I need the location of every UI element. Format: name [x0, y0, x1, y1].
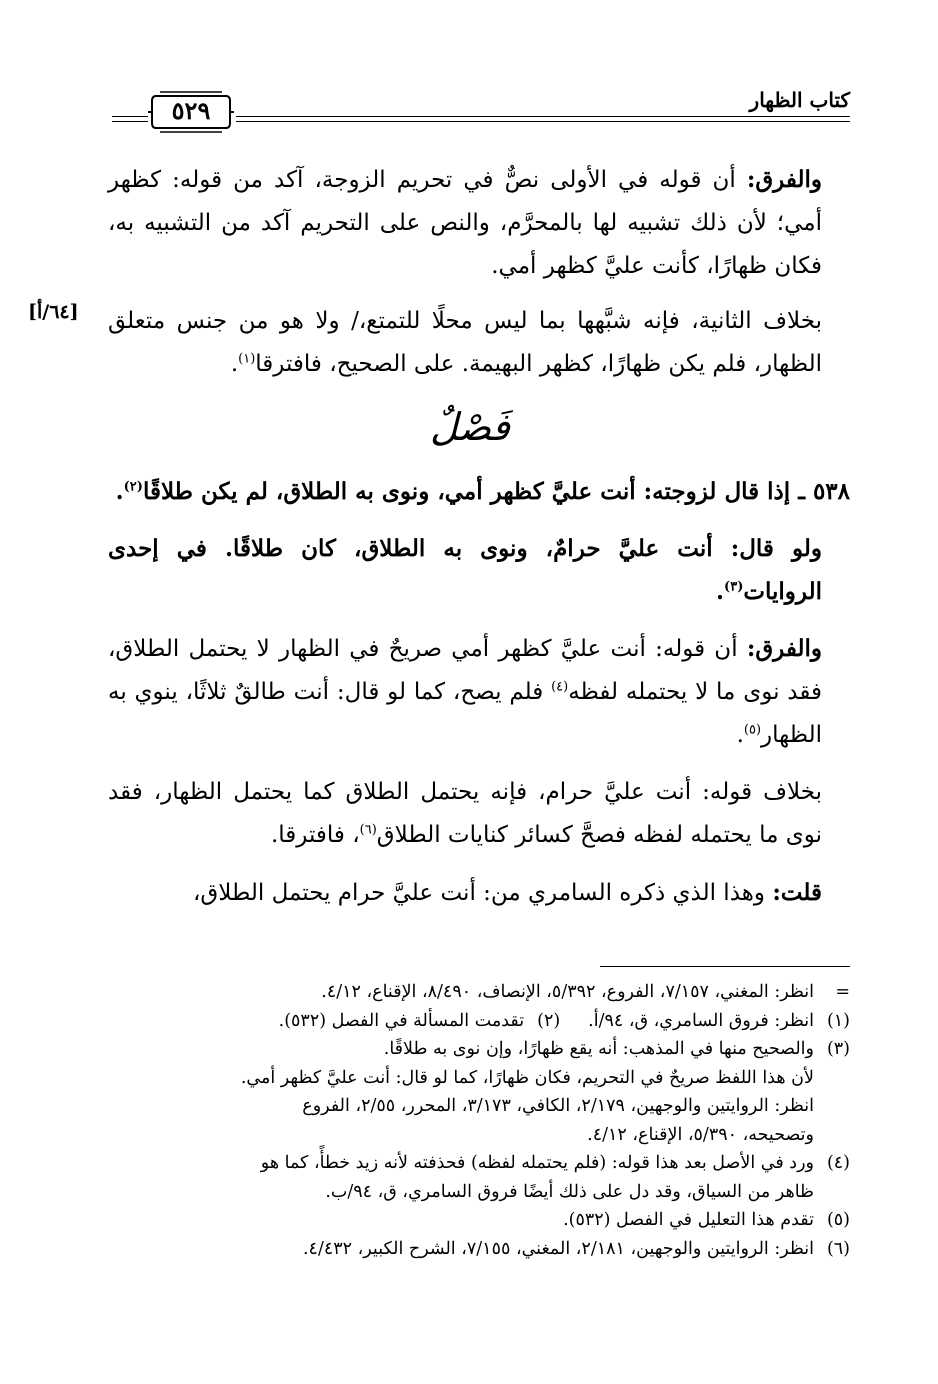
main-text-bottom [108, 470, 850, 929]
footnote-mark: (٦) [826, 1238, 850, 1259]
footnote-mark: (٤) [826, 1153, 850, 1173]
paragraph-lead: قلت: [772, 879, 822, 906]
paragraph-tail: . [230, 351, 239, 377]
paragraph [108, 158, 850, 288]
paragraph-text: بخلاف الثانية، فإنه شبَّهها بما ليس محلًا للتمتع،/ ولا هو من جنس متعلق الظهار، فلم يكن ظهارًا، كظهر البهيمة. على الصحيح، فافترقا [108, 308, 822, 377]
footnotes [100, 978, 850, 1263]
footnote-ref[interactable]: (٢) [123, 479, 143, 495]
paragraph [108, 871, 850, 915]
footnote-ref[interactable]: (٤) [551, 679, 569, 695]
footnote-line: تقدم هذا التعليل في الفصل (٥٣٢). [563, 1210, 814, 1230]
footnote-6 [100, 1235, 850, 1264]
footnote-text: انظر: فروق السامري، ق، ٩٤/أ. [588, 1010, 814, 1031]
page-number: ٥٢٩ [171, 96, 211, 125]
paragraph-lead: والفرق: [746, 635, 822, 662]
paragraph-tail: . [115, 478, 124, 505]
issue-paragraph [108, 527, 850, 613]
paragraph [108, 627, 850, 757]
footnote-mark: (٥) [826, 1210, 850, 1230]
footnote-ref[interactable]: (٦) [359, 822, 377, 838]
paragraph-text: فلم يصح، كما لو قال: أنت طالقٌ ثلاثًا، ينوي به الظهار [108, 679, 822, 748]
main-text-top [108, 158, 850, 398]
footnote-mark: = [835, 982, 850, 1002]
paragraph-text: وهذا الذي ذكره السامري من: أنت عليَّ حرام يحتمل الطلاق، [193, 880, 773, 906]
margin-folio-note: [٦٤/أ] [28, 301, 79, 323]
footnote-mark: (١) [826, 1010, 850, 1031]
footnote-line: ظاهر من السياق، وقد دل على ذلك أيضًا فروق السامري، ق، ٩٤/ب. [325, 1181, 814, 1202]
footnote-3 [100, 1035, 850, 1149]
footnote-line: لأن هذا اللفظ صريحٌ في التحريم، فكان ظهارًا، كما لو قال: أنت عليَّ كظهر أمي. [240, 1067, 814, 1088]
paragraph-text: أن قوله في الأولى نصٌّ في تحريم الزوجة، آكد من قوله: كظهر أمي؛ لأن ذلك تشبيه لها بالمحرَّم، والنص على التحريم آكد من التشبيه به، فكان ظهارًا، كأنت عليَّ كظهر أمي. [108, 167, 822, 279]
paragraph [108, 771, 850, 857]
footnote-5 [100, 1206, 850, 1235]
footnote-continuation [100, 978, 850, 1007]
paragraph-tail: . [716, 578, 725, 605]
footnote-1 [588, 1007, 850, 1036]
paragraph-text: أن قوله: أنت عليَّ كظهر أمي صريحٌ في الظهار لا يحتمل الطلاق، فقد نوى ما لا يحتمله لفظه [108, 636, 822, 705]
issue-text: ولو قال: أنت عليَّ حرامٌ، ونوى به الطلاق، كان طلاقًا. في إحدى الروايات [108, 535, 822, 605]
footnote-separator [600, 966, 850, 967]
paragraph-tail: ، فافترقا. [270, 822, 360, 848]
footnote-ref[interactable]: (١) [238, 351, 256, 367]
footnote-ref[interactable]: (٥) [743, 722, 762, 738]
paragraph [108, 300, 850, 386]
footnote-2 [279, 1007, 561, 1036]
footnote-text: تقدمت المسألة في الفصل (٥٣٢). [278, 1010, 525, 1031]
header-rule [236, 116, 850, 122]
footnote-line: انظر: المغني، ٧/١٥٧، الفروع، ٥/٣٩٢، الإنصاف، ٨/٤٩٠، الإقناع، ٤/١٢. [321, 982, 814, 1002]
footnote-line: انظر: الروايتين والوجهين، ٢/١٧٩، الكافي، ٣/١٧٣، المحرر، ٢/٥٥، الفروع [302, 1096, 814, 1116]
paragraph-lead: والفرق: [746, 166, 822, 193]
footnote-mark: (٢) [537, 1010, 561, 1031]
footnote-line: والصحيح منها في المذهب: أنه يقع ظهارًا، وإن نوى به طلاقًا. [383, 1039, 814, 1059]
footnote-line: ورد في الأصل بعد هذا قوله: (فلم يحتمله لفظه) فحذفته لأنه زيد خطأً، كما هو [260, 1153, 814, 1173]
paragraph-text: بخلاف قوله: أنت عليَّ حرام، فإنه يحتمل الطلاق كما يحتمل الظهار، فقد نوى ما يحتمله لفظه فصحَّ كسائر كنايات الطلاق [108, 779, 822, 848]
issue-paragraph [108, 470, 850, 513]
footnote-line: انظر: الروايتين والوجهين، ٢/١٨١، المغني، ٧/١٥٥، الشرح الكبير، ٤/٤٣٢. [302, 1238, 814, 1259]
footnote-pair [100, 1007, 850, 1036]
paragraph-tail: . [736, 722, 744, 748]
section-heading: فَصْلٌ [430, 405, 510, 449]
page-number-frame [148, 90, 234, 134]
footnote-ref[interactable]: (٣) [724, 579, 744, 595]
footnote-mark: (٣) [826, 1039, 850, 1059]
header-rule-short [112, 116, 148, 122]
footnote-4 [100, 1149, 850, 1206]
issue-text: ٥٣٨ ـ إذا قال لزوجته: أنت عليَّ كظهر أمي، ونوى به الطلاق، لم يكن طلاقًا [142, 478, 850, 505]
footnote-line: وتصحيحه، ٥/٣٩٠، الإقناع، ٤/١٢. [587, 1124, 814, 1145]
running-title: كتاب الظهار [749, 88, 850, 112]
